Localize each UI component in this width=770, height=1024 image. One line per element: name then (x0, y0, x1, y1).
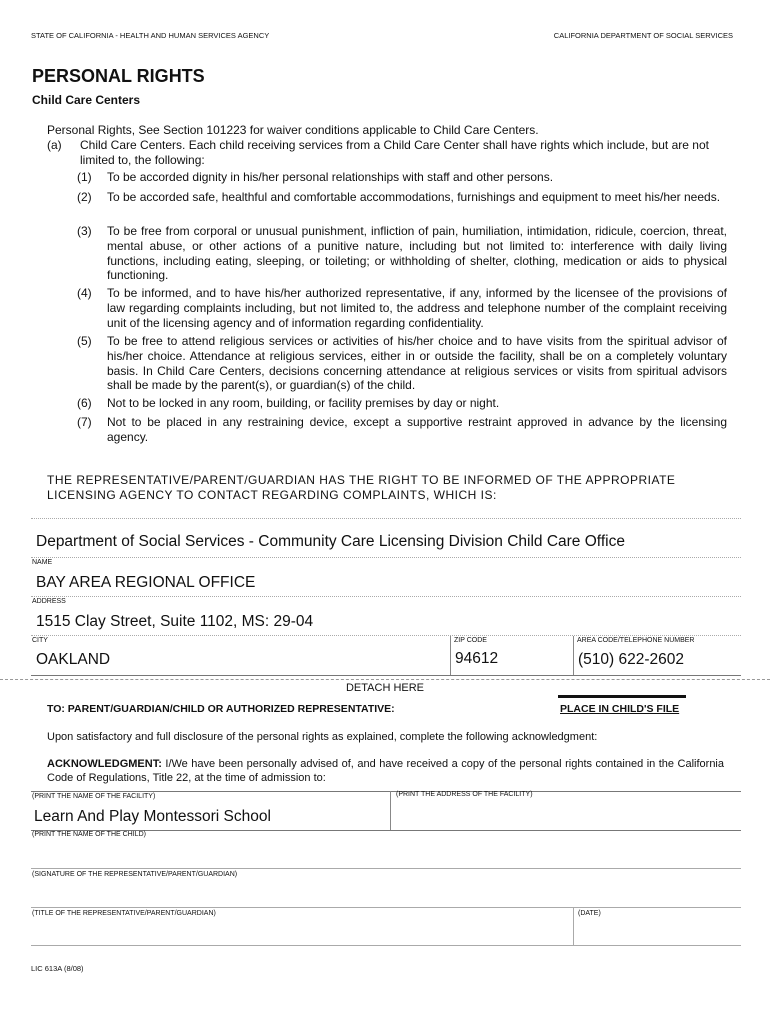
city-label: CITY (32, 637, 48, 644)
complaint-notice: THE REPRESENTATIVE/PARENT/GUARDIAN HAS THE RIGHT TO BE INFORMED OF THE APPROPRIATE LICENSING AGENCY TO CONTACT REGARDING COMPLAINTS, WHICH IS: (47, 473, 676, 502)
header-agency: STATE OF CALIFORNIA - HEALTH AND HUMAN SERVICES AGENCY (31, 31, 270, 40)
right-item-text: To be informed, and to have his/her authorized representative, if any, informed by the licensee of the provisions of law regarding complaints including, but not limited to, the address and telephone number of the complaint receiving unit of the licensing agency and of information regarding confidentiality. (107, 286, 727, 330)
paragraph-a (47, 138, 727, 168)
place-label-bar (558, 695, 686, 698)
child-name-label: (PRINT THE NAME OF THE CHILD) (32, 831, 146, 838)
right-item-text: To be accorded safe, healthful and comfortable accommodations, furnishings and equipment to meet his/her needs. (107, 190, 721, 204)
agency-street-value[interactable]: 1515 Clay Street, Suite 1102, MS: 29-04 (36, 613, 314, 630)
right-item-text: To be free to attend religious services or activities of his/her choice and to have visits from the spiritual advisor of his/her choice. Attendance at religious services, either in or outside the facility, shall be on a completely voluntary basis. In Child Care Centers, decisions concerning attendance at religious services or visits from spiritual advisors shall be made by the parent(s), or guardian(s) of the child. (107, 334, 727, 393)
detach-here-label: DETACH HERE (345, 682, 425, 694)
date-field[interactable] (576, 919, 740, 944)
divider (31, 945, 741, 946)
right-item-text: To be free from corporal or unusual punishment, infliction of pain, humiliation, intimidation, ridicule, coercion, threat, mental abuse, or other actions of a punitive nature, including but not limited to: interference with daily living functions, including eating, sleeping, or toileting; or withholding of shelter, clothing, medication or aids to physical functioning. (107, 224, 727, 283)
right-item (77, 224, 727, 283)
facility-name-label: (PRINT THE NAME OF THE FACILITY) (32, 793, 156, 800)
right-item-number: (2) (77, 190, 92, 204)
header-department: CALIFORNIA DEPARTMENT OF SOCIAL SERVICES (553, 31, 733, 40)
divider (450, 636, 451, 675)
right-item-number: (7) (77, 415, 92, 429)
agency-name-value[interactable]: Department of Social Services - Community Care Licensing Division Child Care Office (36, 533, 625, 550)
place-in-file-text: PLACE IN CHILD'S FILE (560, 703, 680, 715)
page-title: PERSONAL RIGHTS (32, 66, 205, 86)
right-item-number: (4) (77, 286, 92, 300)
divider (573, 907, 574, 945)
divider (390, 791, 391, 830)
acknowledgment-body: I/We have been personally advised of, and have received a copy of the personal rights contained in the California Code of Regulations, Title 22, at the time of admission to: (47, 758, 724, 784)
paragraph-a-label: (a) (47, 138, 62, 152)
divider (31, 907, 741, 908)
place-in-file-label (560, 703, 679, 715)
right-item (77, 396, 727, 411)
divider (31, 518, 741, 519)
right-item (77, 415, 727, 445)
right-item-number: (1) (77, 170, 92, 184)
paragraph-a-text: Child Care Centers. Each child receiving services from a Child Care Center shall have rights which include, but are not limited to, the following: (80, 138, 709, 167)
divider (573, 636, 574, 675)
divider (31, 675, 741, 676)
agency-office-value[interactable]: BAY AREA REGIONAL OFFICE (36, 574, 256, 591)
agency-address-label: ADDRESS (32, 598, 66, 605)
detach-line (0, 679, 770, 680)
zip-code-label: ZIP CODE (454, 637, 487, 644)
right-item-number: (6) (77, 396, 92, 410)
to-recipient-line: TO: PARENT/GUARDIAN/CHILD OR AUTHORIZED REPRESENTATIVE: (47, 703, 395, 715)
form-number: LIC 613A (8/08) (31, 964, 84, 973)
facility-name-field[interactable]: Learn And Play Montessori School (34, 808, 271, 825)
representative-title-label: (TITLE OF THE REPRESENTATIVE/PARENT/GUARDIAN) (32, 910, 216, 917)
divider (31, 635, 741, 636)
divider (31, 791, 741, 792)
right-item (77, 190, 727, 205)
zip-code-value[interactable]: 94612 (455, 650, 499, 667)
right-item-number: (3) (77, 224, 92, 238)
divider (31, 557, 741, 558)
right-item-text: To be accorded dignity in his/her personal relationships with staff and other persons. (107, 170, 554, 184)
right-item (77, 334, 727, 393)
facility-address-field[interactable] (394, 800, 739, 828)
phone-value[interactable]: (510) 622-2602 (578, 651, 684, 668)
right-item (77, 286, 727, 330)
page-subtitle: Child Care Centers (32, 93, 141, 107)
right-item-number: (5) (77, 334, 92, 348)
acknowledgment-label: ACKNOWLEDGMENT: (47, 758, 162, 770)
facility-address-label: (PRINT THE ADDRESS OF THE FACILITY) (396, 791, 533, 798)
signature-label: (SIGNATURE OF THE REPRESENTATIVE/PARENT/GUARDIAN) (32, 871, 238, 878)
signature-field[interactable] (32, 880, 740, 906)
city-value[interactable]: OAKLAND (36, 651, 111, 668)
disclosure-instruction: Upon satisfactory and full disclosure of the personal rights as explained, complete the following acknowledgment: (47, 731, 598, 743)
agency-name-label: NAME (32, 559, 53, 566)
date-label: (DATE) (578, 910, 601, 917)
divider (31, 596, 741, 597)
right-item-text: Not to be locked in any room, building, or facility premises by day or night. (107, 396, 500, 410)
divider (31, 868, 741, 869)
phone-label: AREA CODE/TELEPHONE NUMBER (577, 637, 695, 644)
representative-title-field[interactable] (32, 919, 570, 944)
child-name-field[interactable] (32, 840, 740, 867)
intro-text: Personal Rights, See Section 101223 for waiver conditions applicable to Child Care Centers. (47, 123, 539, 137)
right-item-text: Not to be placed in any restraining device, except a supportive restraint approved in advance by the licensing agency. (107, 415, 727, 444)
acknowledgment-text (47, 758, 724, 785)
right-item (77, 170, 727, 185)
